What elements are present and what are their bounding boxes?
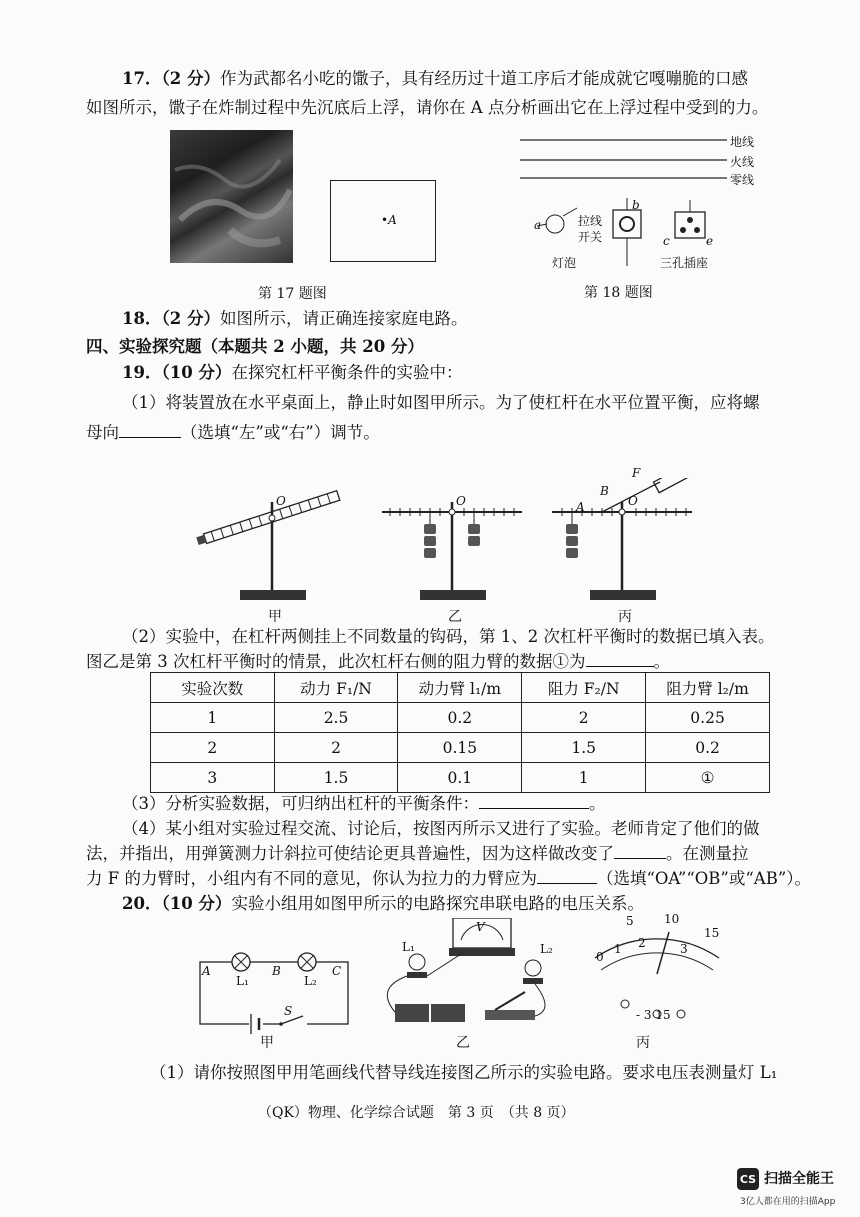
lever-bing-o-label: O: [628, 494, 638, 508]
q19-blank-4[interactable]: [614, 844, 666, 859]
q19-p2-a: （2）实验中，在杠杆两侧挂上不同数量的钩码，第 1、2 次杠杆平衡时的数据已填入表。: [122, 627, 775, 646]
meter-tick-0: 0: [596, 950, 604, 964]
watermark-name: 扫描全能王: [764, 1171, 834, 1187]
table-cell: 0.25: [646, 703, 770, 733]
q18-bulb-label: 灯泡: [552, 256, 577, 270]
table-cell: 1.5: [522, 733, 646, 763]
q18-wire-label-ground: 地线: [730, 135, 755, 149]
lever-bing-a-label: A: [576, 500, 585, 514]
table-header-row: [151, 673, 770, 703]
q19-p4-b: 法，并指出，用弹簧测力计斜拉可使结论更具普遍性，因为这样做改变了 。在测量拉: [86, 844, 749, 863]
q19-p2-b: 图乙是第 3 次杠杆平衡时的情景，此次杠杆右侧的阻力臂的数据①为 。: [86, 652, 670, 671]
table-header-cell: 动力臂 l₁/m: [398, 673, 522, 703]
table-cell: 2: [151, 733, 275, 763]
meter-tick-10: 10: [664, 912, 680, 926]
q20-real-circuit: [387, 918, 545, 1022]
lever-jia-o-label: O: [276, 494, 286, 508]
q20-label-l2: L₂: [304, 974, 317, 988]
q18-switch-label-2: 开关: [578, 230, 603, 244]
q20-terminal-labels: - 3 15: [636, 1008, 671, 1022]
q17-point-a: •A: [381, 213, 397, 227]
table-cell: 1: [522, 763, 646, 793]
q17-drawing-box: [330, 180, 436, 262]
lever-bing-caption: 丙: [618, 609, 632, 625]
q20-fig-jia-caption: 甲: [260, 1035, 274, 1051]
table-cell: 3: [151, 763, 275, 793]
table-row: [151, 763, 770, 793]
table-header-cell: 实验次数: [151, 673, 275, 703]
q18-wire-label-neutral: 零线: [730, 173, 755, 187]
q20-real-l2: L₂: [540, 942, 553, 956]
q17-line1: 17．（2 分）作为武都名小吃的馓子，具有经历过十道工序后才能成就它嘎嘣脆的口感: [122, 69, 748, 88]
table-cell: 2: [522, 703, 646, 733]
meter-tick-15: 15: [704, 926, 720, 940]
table-cell: 1.5: [274, 763, 398, 793]
watermark-tagline: 3亿人都在用的扫描App: [740, 1197, 836, 1207]
meter-tick-1: 1: [614, 942, 622, 956]
q19-blank-1[interactable]: [119, 423, 181, 438]
q20-label-a: A: [202, 964, 211, 978]
q18-caption: 第 18 题图: [584, 285, 653, 301]
q18-point-c: c: [663, 234, 670, 248]
lever-bing-b-label: B: [600, 484, 609, 498]
q19-blank-5[interactable]: [537, 869, 597, 884]
table-row: [151, 703, 770, 733]
table-cell: ①: [646, 763, 770, 793]
table-cell: 2.5: [274, 703, 398, 733]
q18-point-e: e: [706, 234, 714, 248]
table-cell: 0.2: [398, 703, 522, 733]
q19-p3: （3）分析实验数据，可归纳出杠杆的平衡条件： 。: [122, 794, 606, 813]
q17-photo: [170, 130, 293, 263]
q18-point-b: b: [632, 198, 640, 212]
q19-data-table: [150, 672, 770, 793]
table-header-cell: 阻力臂 l₂/m: [646, 673, 770, 703]
q19-blank-2[interactable]: [586, 652, 654, 667]
lever-bing-f-label: F: [632, 466, 641, 480]
q19-p4-c: 力 F 的力臂时，小组内有不同的意见，你认为拉力的力臂应为 （选填“OA”“OB”或“AB”）。: [86, 869, 812, 888]
q20-label-l1: L₁: [236, 974, 249, 988]
q20-meter-v: V: [476, 920, 485, 934]
q18-point-a: a: [534, 218, 542, 232]
q20-fig-bing-caption: 丙: [636, 1035, 650, 1051]
q20-label-b: B: [272, 964, 281, 978]
lever-bing: [552, 478, 694, 600]
lever-jia-caption: 甲: [268, 609, 282, 625]
lever-jia: [196, 491, 340, 600]
lever-yi: [382, 502, 522, 600]
table-cell: 1: [151, 703, 275, 733]
q18-wire-label-live: 火线: [730, 155, 755, 169]
q20-label-c: C: [332, 964, 342, 978]
q17-caption: 第 17 题图: [258, 286, 327, 302]
q18-text: 18．（2 分）如图所示，请正确连接家庭电路。: [122, 309, 468, 328]
q20-intro: 20．（10 分）实验小组用如图甲所示的电路探究串联电路的电压关系。: [122, 894, 644, 913]
meter-tick-3: 3: [680, 942, 688, 956]
table-cell: 0.1: [398, 763, 522, 793]
meter-tick-5: 5: [626, 914, 634, 928]
q17-photo-texture: [170, 130, 293, 263]
q17-line2: 如图所示，馓子在炸制过程中先沉底后上浮，请你在 A 点分析画出它在上浮过程中受到的力。: [86, 98, 769, 117]
q19-blank-3[interactable]: [479, 794, 589, 809]
q18-socket-label: 三孔插座: [660, 256, 709, 270]
lever-yi-o-label: O: [456, 494, 466, 508]
page-footer: （QK）物理、化学综合试题 第 3 页 （共 8 页）: [258, 1105, 575, 1121]
q20-label-s: S: [284, 1004, 293, 1018]
lever-yi-caption: 乙: [448, 609, 462, 625]
table-header-cell: 阻力 F₂/N: [522, 673, 646, 703]
meter-tick-2: 2: [638, 936, 646, 950]
q19-p4-a: （4）某小组对实验过程交流、讨论后，按图丙所示又进行了实验。老师肯定了他们的做: [122, 819, 760, 838]
q18-switch-label-1: 拉线: [578, 214, 603, 228]
table-cell: 0.2: [646, 733, 770, 763]
table-row: [151, 733, 770, 763]
table-cell: 2: [274, 733, 398, 763]
camscanner-logo-icon: CS: [737, 1168, 759, 1190]
q20-p1: （1）请你按照图甲用笔画线代替导线连接图乙所示的实验电路。要求电压表测量灯 L₁: [150, 1063, 778, 1082]
q19-p1-a: （1）将装置放在水平桌面上，静止时如图甲所示。为了使杠杆在水平位置平衡，应将螺: [122, 393, 760, 412]
table-header-cell: 动力 F₁/N: [274, 673, 398, 703]
q20-fig-yi-caption: 乙: [456, 1035, 470, 1051]
q20-real-l1: L₁: [402, 940, 415, 954]
q19-p1-b: 母向 （选填“左”或“右”）调节。: [86, 423, 380, 442]
section-4-title: 四、实验探究题（本题共 2 小题，共 20 分）: [86, 337, 424, 356]
q19-intro: 19．（10 分）在探究杠杆平衡条件的实验中：: [122, 363, 463, 382]
table-cell: 0.15: [398, 733, 522, 763]
